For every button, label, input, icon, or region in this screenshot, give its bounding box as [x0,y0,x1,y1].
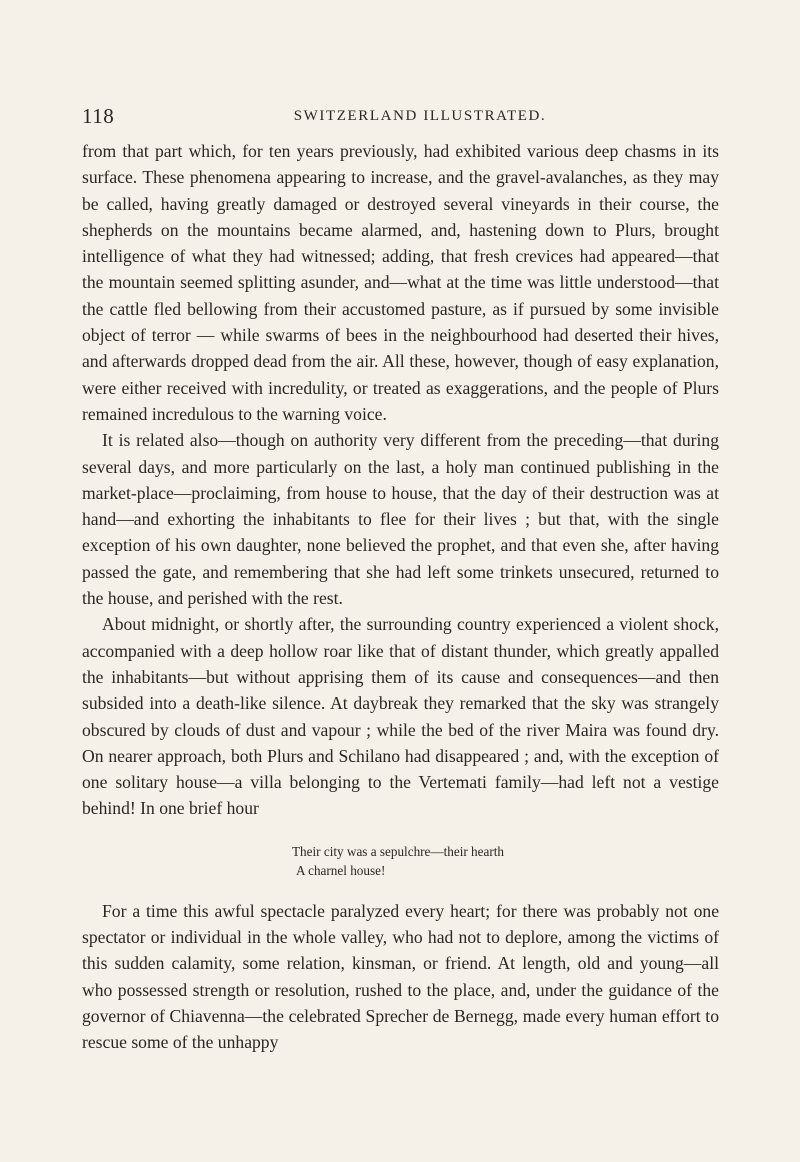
paragraph-2: It is related also—though on authority very different from the preceding—that during several days, and more particularly on the last, a holy man continued publishing in the market-place—proclaiming, from house to house, that the day of their destruction was at hand—and exhorting the inhabitants to flee for their lives ; but that, with the single exception of his own daughter, none believed the prophet, and that even she, after having passed the gate, and remembering that she had left some trinkets unsecured, returned to the house, and perished with the rest. [82,430,719,609]
verse-quote [82,842,719,880]
verse-line-2: A charnel house! [296,862,386,878]
page-number: 118 [82,104,115,128]
running-head [82,104,718,134]
paragraph-3: About midnight, or shortly after, the surrounding country experienced a violent shock, accompanied with a deep hollow roar like that of distant thunder, which greatly appalled the inhabitants—but without apprising them of its cause and consequences—and then subsided into a death-like silence. At daybreak they remarked that the sky was strangely obscured by clouds of dust and vapour ; while the bed of the river Maira was found dry. On nearer approach, both Plurs and Schilano had disappeared ; and, with the exception of one solitary house—a villa belonging to the Vertemati family—had left not a vestige behind! In one brief hour [82,614,719,819]
paragraph-1: from that part which, for ten years previously, had exhibited various deep chasms in its surface. These phenomena appearing to increase, and the gravel-avalanches, as they may be called, having greatly damaged or destroyed several vineyards in their course, the shepherds on the mountains became alarmed, and, hastening down to Plurs, brought intelligence of what they had witnessed; adding, that fresh crevices had appeared—that the mountain seemed splitting asunder, and—what at the time was little understood—that the cattle fled bellowing from their accustomed pasture, as if pursued by some invisible object of terror — while swarms of bees in the neighbourhood had deserted their hives, and afterwards dropped dead from the air. All these, however, though of easy explanation, were either received with incredulity, or treated as exaggerations, and the people of Plurs remained incredulous to the warning voice. [82,141,719,424]
verse-line-1: Their city was a sepulchre—their hearth [292,843,505,859]
body-text [82,138,719,1056]
running-title: SWITZERLAND ILLUSTRATED. [293,108,547,124]
paragraph-4: For a time this awful spectacle paralyzed every heart; for there was probably not one spectator or individual in the whole valley, who had not to deplore, among the victims of this sudden calamity, some relation, kinsman, or friend. At length, old and young—all who possessed strength or resolution, rushed to the place, and, under the guidance of the governor of Chiavenna—the celebrated Sprecher de Bernegg, made every human effort to rescue some of the unhappy [82,900,719,1053]
